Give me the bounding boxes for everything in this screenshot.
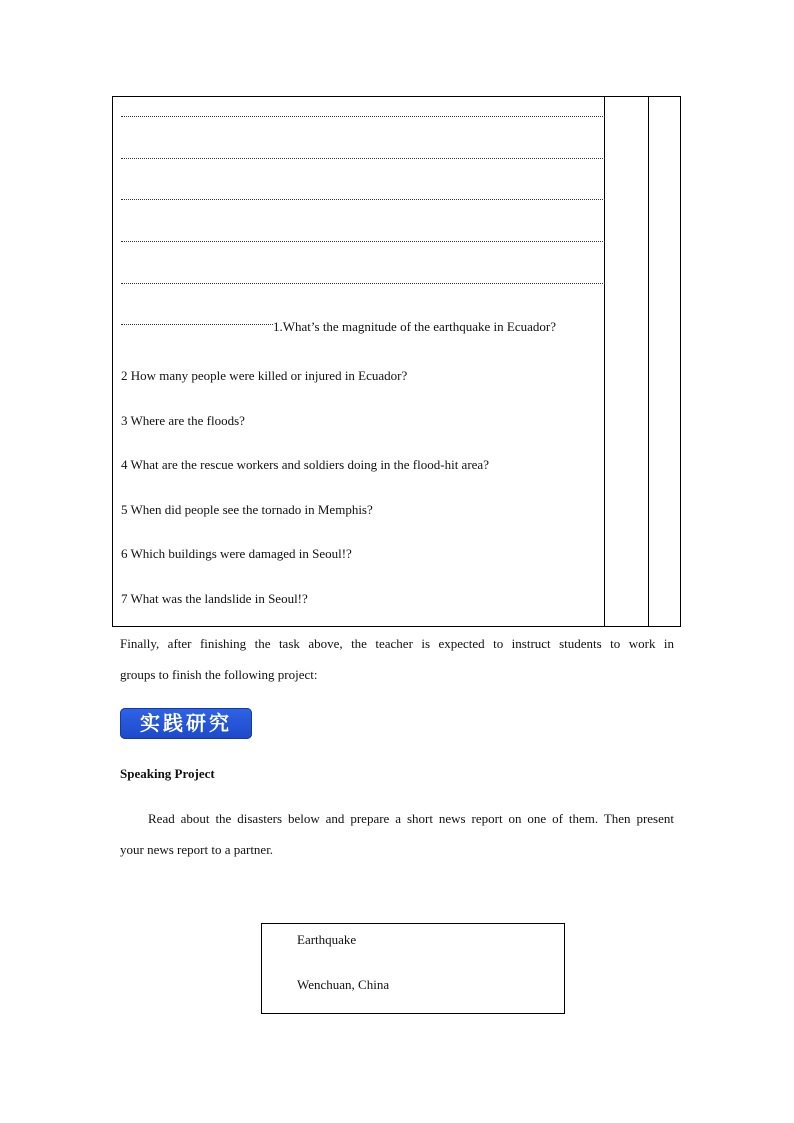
question-6: 6 Which buildings were damaged in Seoul!? bbox=[121, 546, 352, 561]
question-2: 2 How many people were killed or injured in Ecuador? bbox=[121, 368, 408, 383]
questions-table bbox=[112, 96, 681, 627]
question-3: 3 Where are the floods? bbox=[121, 413, 245, 428]
answer-dotted-line bbox=[121, 199, 605, 200]
disaster-type: Earthquake bbox=[297, 932, 357, 947]
project-line-1: Read about the disasters below and prepare a short news report on one of them. Then present bbox=[148, 811, 674, 826]
answer-dotted-line bbox=[121, 158, 605, 159]
instruction-paragraph bbox=[120, 628, 674, 690]
answer-dotted-line bbox=[121, 116, 605, 117]
instruction-line-2: groups to finish the following project: bbox=[120, 667, 318, 682]
question-7: 7 What was the landslide in Seoul!? bbox=[121, 591, 308, 606]
answer-dotted-line bbox=[121, 283, 605, 284]
project-paragraph bbox=[120, 803, 674, 865]
disaster-box bbox=[261, 923, 565, 1014]
question-5: 5 When did people see the tornado in Memphis? bbox=[121, 502, 373, 517]
answer-dotted-line bbox=[121, 324, 273, 325]
speaking-project-title: Speaking Project bbox=[120, 766, 215, 781]
table-column-divider bbox=[648, 97, 649, 626]
project-line-2: your news report to a partner. bbox=[120, 842, 274, 857]
question-4: 4 What are the rescue workers and soldiers doing in the flood-hit area? bbox=[121, 457, 489, 472]
disaster-location: Wenchuan, China bbox=[297, 977, 390, 992]
question-1: 1.What’s the magnitude of the earthquake in Ecuador? bbox=[273, 319, 557, 334]
table-column-divider bbox=[604, 97, 605, 626]
instruction-line-1: Finally, after finishing the task above, the teacher is expected to instruct students to work in bbox=[120, 636, 674, 651]
answer-dotted-line bbox=[121, 241, 605, 242]
practice-research-badge: 实践研究 bbox=[120, 708, 252, 739]
